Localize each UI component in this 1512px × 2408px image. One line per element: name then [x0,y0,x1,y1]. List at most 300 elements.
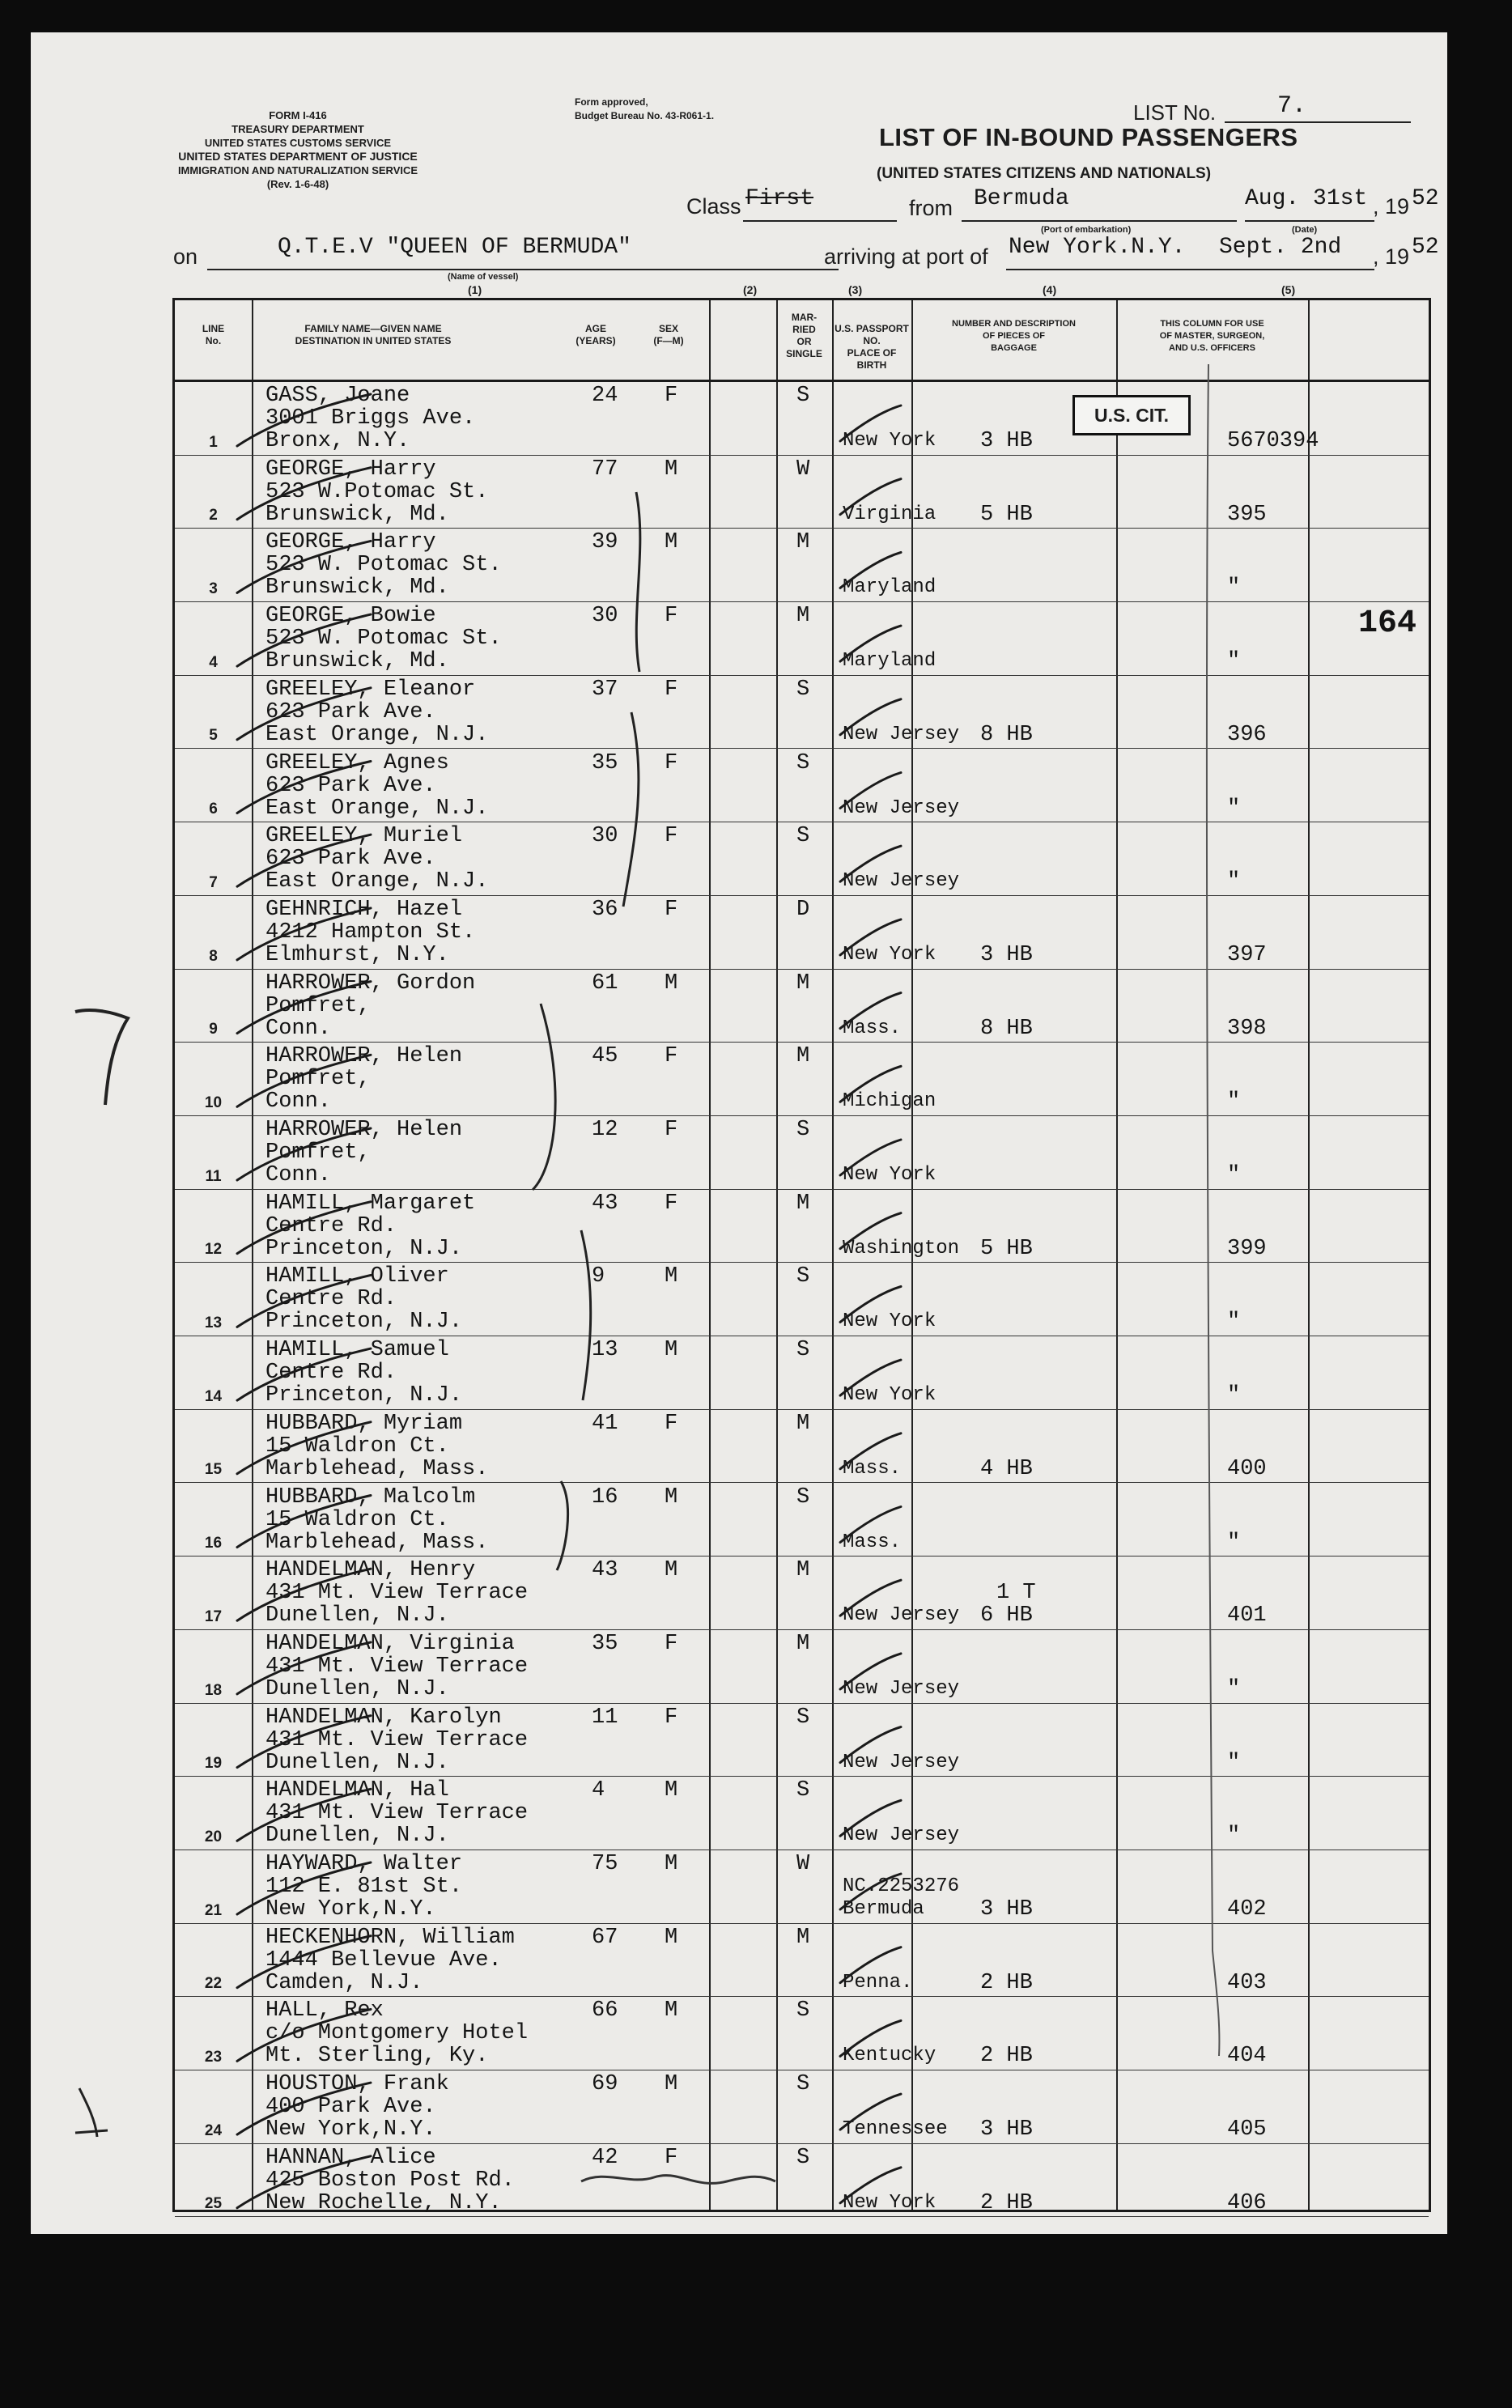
baggage-handbag: 3 HB [980,429,1033,453]
age: 43 [592,1558,618,1583]
table-row [175,970,1429,1043]
sex: M [665,1558,678,1583]
manifest-page [31,32,1447,2234]
officer-note: 396 [1227,722,1267,747]
line-number: 5 [209,727,218,745]
line-number: 4 [209,653,218,671]
place-of-birth: Mass. [843,1017,902,1039]
port-line [1006,269,1374,270]
sex: M [665,1484,678,1510]
place-of-birth: Bermuda [843,1898,924,1920]
approval-line-2: Budget Bureau No. 43-R061-1. [575,110,715,121]
address-street: Pomfret, [265,993,371,1018]
address-street: 431 Mt. View Terrace [265,1654,529,1679]
marital-status: S [796,1484,810,1510]
table-row [175,822,1429,896]
arriving-label: arriving at port of [824,244,988,269]
place-of-birth: New Jersey [843,870,960,893]
line-number: 10 [204,1094,223,1111]
column-number-2: (2) [743,283,758,296]
marital-status: S [796,1264,810,1289]
baggage-handbag: 3 HB [980,942,1033,967]
sex: F [665,824,678,849]
form-revision: (Rev. 1-6-48) [266,178,329,190]
from-label: from [909,196,953,220]
class-label: Class [686,194,741,219]
line-number: 23 [204,2049,223,2066]
marital-status: S [796,1338,810,1363]
arrival-date: Sept. 2nd [1219,235,1342,260]
baggage-handbag: 8 HB [980,722,1033,747]
baggage-handbag: 3 HB [980,1897,1033,1922]
address-street: 15 Waldron Ct. [265,1433,449,1459]
marital-status: M [796,1925,810,1950]
marital-status: S [796,750,810,775]
margin-scribble [75,2088,108,2137]
passenger-name: HOUSTON, Frank [265,2072,449,2097]
baggage-trunk: 1 T [996,1581,1036,1606]
sex: F [665,1044,678,1069]
line-number: 8 [209,947,218,965]
officer-note: 397 [1227,942,1267,967]
marital-status: D [796,897,810,922]
passenger-name: HANDELMAN, Henry [265,1558,476,1583]
line-number: 15 [204,1461,223,1479]
header-married: MAR- RIED OR SINGLE [786,312,822,359]
justice-dept: UNITED STATES DEPARTMENT OF JUSTICE [178,150,418,163]
address-street: 425 Boston Post Rd. [265,2168,515,2193]
place-of-birth: Maryland [843,576,937,599]
officer-note: " [1227,869,1241,894]
age: 36 [592,897,618,922]
line-number: 25 [204,2195,223,2213]
place-of-birth: Washington [843,1237,960,1259]
sex: F [665,1118,678,1142]
address-street: 112 E. 81st St. [265,1875,463,1899]
address-city: Brunswick, Md. [265,649,449,674]
place-of-birth: New Jersey [843,1604,960,1627]
address-city: Brunswick, Md. [265,575,449,601]
address-street: Centre Rd. [265,1287,397,1312]
table-row [175,1556,1429,1630]
officer-note: " [1227,1310,1241,1335]
arrival-year: 52 [1412,235,1439,260]
sex: F [665,384,678,408]
sex: F [665,1411,678,1436]
marital-status: M [796,1558,810,1583]
passenger-name: HARROWER, Gordon [265,970,476,996]
us-citizen-stamp: U.S. CIT. [1072,395,1191,435]
table-row [175,896,1429,970]
baggage-handbag: 3 HB [980,2117,1033,2143]
marital-status: W [796,1852,810,1876]
margin-seven [75,1010,128,1105]
passenger-name: HUBBARD, Myriam [265,1411,463,1436]
header-age: AGE (YEARS) [575,323,616,346]
age: 4 [592,1778,605,1803]
passenger-table [172,298,1431,2215]
address-street: 400 Park Ave. [265,2095,436,2120]
address-city: Princeton, N.J. [265,1310,463,1335]
sex: F [665,897,678,922]
marital-status: S [796,677,810,702]
sex: F [665,1631,678,1656]
address-city: Conn. [265,1163,332,1187]
marital-status: M [796,604,810,629]
line-number: 19 [204,1755,223,1773]
officer-note: " [1227,1530,1241,1555]
line-number: 22 [204,1975,223,1993]
marital-status: M [796,530,810,555]
address-city: New Rochelle, N.Y. [265,2190,502,2215]
place-of-birth: Michigan [843,1090,937,1113]
sex: M [665,970,678,996]
officer-note: 399 [1227,1236,1267,1261]
sex: M [665,457,678,482]
table-row [175,1484,1429,1557]
age: 66 [592,1998,618,2024]
form-title: LIST OF IN-BOUND PASSENGERS [879,123,1298,151]
table-row [175,456,1429,529]
marital-status: M [796,970,810,996]
place-of-birth: Virginia [843,503,937,525]
address-street: 15 Waldron Ct. [265,1507,449,1532]
officer-note: 398 [1227,1016,1267,1041]
marital-status: W [796,457,810,482]
sex: M [665,1852,678,1876]
passenger-name: HANDELMAN, Karolyn [265,1705,502,1730]
address-street: Centre Rd. [265,1361,397,1386]
marital-status: M [796,1631,810,1656]
line-number: 20 [204,1828,223,1845]
sex: M [665,1778,678,1803]
officer-note: 404 [1227,2044,1267,2069]
officer-note: 395 [1227,502,1267,527]
column-number-4: (4) [1043,283,1057,296]
place-of-birth: New Jersey [843,796,960,819]
table-row [175,750,1429,823]
treasury-dept: TREASURY DEPARTMENT [231,123,364,135]
date-year-prefix: , 19 [1373,194,1410,219]
officer-note: " [1227,1676,1241,1701]
address-street: Pomfret, [265,1067,371,1092]
officer-note: 5670394 [1227,429,1319,453]
passenger-name: HUBBARD, Malcolm [265,1484,476,1510]
line-number: 13 [204,1314,223,1332]
list-number-label: LIST No. [1133,100,1217,125]
table-row [175,1263,1429,1336]
arrival-year-prefix: , 19 [1373,244,1410,269]
marital-status: S [796,384,810,408]
age: 35 [592,1631,618,1656]
header-line-no: LINE No. [202,323,225,346]
line-number: 21 [204,1901,223,1919]
officer-note: " [1227,1163,1241,1187]
date-caption: (Date) [1292,225,1318,235]
passenger-name: HANDELMAN, Hal [265,1778,449,1803]
address-city: Marblehead, Mass. [265,1456,489,1481]
table-row [175,1043,1429,1116]
address-city: Camden, N.J. [265,1970,423,1995]
address-city: East Orange, N.J. [265,796,489,821]
table-row [175,1630,1429,1704]
officer-note: 405 [1227,2117,1267,2143]
officer-note: " [1227,1089,1241,1115]
age: 67 [592,1925,618,1950]
age: 61 [592,970,618,996]
age: 35 [592,750,618,775]
address-street: 4212 Hampton St. [265,919,476,945]
line-number: 14 [204,1387,223,1405]
officer-note: " [1227,1750,1241,1775]
line-number: 11 [205,1167,222,1185]
vessel-name: Q.T.E.V "QUEEN OF BERMUDA" [278,235,631,260]
table-row [175,382,1429,456]
form-subtitle: (UNITED STATES CITIZENS AND NATIONALS) [877,165,1212,182]
place-of-birth: Mass. [843,1531,902,1553]
address-street: 523 W. Potomac St. [265,626,502,652]
age: 12 [592,1118,618,1142]
officer-note: " [1227,796,1241,821]
sex: M [665,530,678,555]
passport-number: NC.2253276 [843,1875,960,1897]
address-street: 623 Park Ave. [265,699,436,724]
place-of-birth: New York [843,2191,937,2214]
vessel-line [207,269,839,270]
address-street: Centre Rd. [265,1213,397,1238]
baggage-handbag: 8 HB [980,1016,1033,1041]
address-city: New York,N.Y. [265,2117,436,2143]
form-header [168,108,427,191]
officer-note: 400 [1227,1456,1267,1481]
table-row [175,1116,1429,1190]
address-city: East Orange, N.J. [265,869,489,894]
baggage-handbag: 4 HB [980,1456,1033,1481]
line-number: 12 [204,1241,223,1259]
age: 24 [592,384,618,408]
arrival-port: New York.N.Y. [1009,235,1186,260]
line-number: 9 [209,1021,218,1038]
line-number: 24 [204,2121,223,2139]
address-city: Conn. [265,1016,332,1041]
address-street: 623 Park Ave. [265,847,436,872]
header-sex: SEX (F—M) [653,323,684,346]
table-row [175,1410,1429,1484]
officer-note: " [1227,575,1241,601]
passenger-name: GEORGE, Bowie [265,604,436,629]
form-approval [575,96,714,123]
table-row [175,1336,1429,1410]
table-row [175,1850,1429,1924]
sex: F [665,604,678,629]
marital-status: S [796,1778,810,1803]
line-number: 3 [209,580,218,598]
officer-note: 402 [1227,1897,1267,1922]
age: 43 [592,1191,618,1216]
passenger-name: HAMILL, Samuel [265,1338,449,1363]
sex: F [665,2145,678,2170]
marital-status: S [796,1118,810,1142]
age: 42 [592,2145,618,2170]
officer-note: " [1227,649,1241,674]
line-number: 7 [209,873,218,891]
passenger-name: HARROWER, Helen [265,1118,463,1142]
age: 75 [592,1852,618,1876]
line-number: 2 [209,507,218,524]
line-number: 16 [204,1535,223,1552]
passenger-name: GREELEY, Agnes [265,750,449,775]
passenger-name: HECKENHORN, William [265,1925,515,1950]
sex: F [665,1705,678,1730]
address-city: Brunswick, Md. [265,502,449,527]
address-street: 431 Mt. View Terrace [265,1727,529,1752]
passenger-name: HANDELMAN, Virginia [265,1631,515,1656]
embark-caption: (Port of embarkation) [1041,225,1132,235]
age: 11 [592,1705,618,1730]
address-street: Pomfret, [265,1140,371,1165]
vessel-caption: (Name of vessel) [448,272,519,282]
marital-status: S [796,2145,810,2170]
address-city: Dunellen, N.J. [265,1603,449,1629]
place-of-birth: New York [843,430,937,452]
passenger-name: HAMILL, Oliver [265,1264,449,1289]
table-row [175,2144,1429,2218]
marital-status: S [796,1705,810,1730]
class-value: First [745,186,814,211]
passenger-name: GEORGE, Harry [265,457,436,482]
place-of-birth: Penna. [843,1971,913,1994]
table-row [175,602,1429,676]
passenger-name: HANNAN, Alice [265,2145,436,2170]
address-city: Conn. [265,1089,332,1115]
place-of-birth: Kentucky [843,2045,937,2067]
place-of-birth: Tennessee [843,2118,948,2141]
age: 45 [592,1044,618,1069]
place-of-birth: Maryland [843,650,937,673]
place-of-birth: New York [843,943,937,966]
marital-status: M [796,1044,810,1069]
customs-service: UNITED STATES CUSTOMS SERVICE [204,137,392,149]
age: 9 [592,1264,605,1289]
officer-note: 401 [1227,1603,1267,1629]
officer-note: " [1227,1383,1241,1408]
form-number: FORM I-416 [269,109,327,121]
address-city: Bronx, N.Y. [265,429,410,453]
address-city: Dunellen, N.J. [265,1750,449,1775]
address-street: 431 Mt. View Terrace [265,1581,529,1606]
age: 30 [592,824,618,849]
table-row [175,1704,1429,1777]
ins-service: IMMIGRATION AND NATURALIZATION SERVICE [177,164,418,176]
address-street: 3001 Briggs Ave. [265,406,476,431]
passenger-name: HAMILL, Margaret [265,1191,476,1216]
sex: M [665,2072,678,2097]
age: 30 [592,604,618,629]
approval-line-1: Form approved, [575,96,648,108]
table-row [175,1190,1429,1263]
passenger-name: GASS, Joane [265,384,410,408]
address-city: Dunellen, N.J. [265,1676,449,1701]
sex: M [665,1925,678,1950]
address-street: 1444 Bellevue Ave. [265,1947,502,1973]
address-city: Marblehead, Mass. [265,1530,489,1555]
age: 41 [592,1411,618,1436]
passenger-name: GREELEY, Muriel [265,824,463,849]
address-city: Princeton, N.J. [265,1383,463,1408]
on-label: on [173,244,198,269]
marital-status: S [796,824,810,849]
address-street: 431 Mt. View Terrace [265,1801,529,1826]
baggage-handbag: 6 HB [980,1603,1033,1629]
place-of-birth: New York [843,1310,937,1333]
age: 69 [592,2072,618,2097]
table-row [175,1777,1429,1850]
margin-number: 164 [1358,605,1417,642]
sex: F [665,1191,678,1216]
officer-note: 403 [1227,1970,1267,1995]
place-of-birth: New Jersey [843,723,960,745]
address-city: Princeton, N.J. [265,1236,463,1261]
baggage-handbag: 5 HB [980,1236,1033,1261]
table-row [175,2070,1429,2144]
passenger-name: GREELEY, Eleanor [265,677,476,702]
place-of-birth: New York [843,1384,937,1407]
header-baggage: NUMBER AND DESCRIPTION OF PIECES OF BAGGAGE [952,319,1076,353]
address-street: 523 W.Potomac St. [265,479,489,504]
baggage-handbag: 5 HB [980,502,1033,527]
baggage-handbag: 2 HB [980,2190,1033,2215]
from-line [962,220,1237,222]
table-row [175,1997,1429,2070]
age: 37 [592,677,618,702]
line-number: 1 [209,433,218,451]
passenger-name: HALL, Rex [265,1998,384,2024]
table-row [175,1924,1429,1998]
place-of-birth: New Jersey [843,1824,960,1847]
column-number-3: (3) [848,283,863,296]
address-city: New York,N.Y. [265,1897,436,1922]
table-row [175,529,1429,602]
age: 77 [592,457,618,482]
date-year: 52 [1412,186,1439,211]
marital-status: M [796,1411,810,1436]
list-number: 7. [1277,92,1307,120]
sex: M [665,1338,678,1363]
passenger-name: GEHNRICH, Hazel [265,897,463,922]
header-name: FAMILY NAME—GIVEN NAME DESTINATION IN UNITED STATES [295,323,452,346]
address-street: c/o Montgomery Hotel [265,2021,529,2046]
age: 16 [592,1484,618,1510]
place-of-birth: Mass. [843,1457,902,1480]
age: 13 [592,1338,618,1363]
passenger-name: HARROWER, Helen [265,1044,463,1069]
address-city: East Orange, N.J. [265,722,489,747]
place-of-birth: New Jersey [843,1751,960,1773]
marital-status: S [796,2072,810,2097]
address-street: 623 Park Ave. [265,773,436,798]
place-of-birth: New Jersey [843,1677,960,1700]
sex: F [665,677,678,702]
address-street: 523 W. Potomac St. [265,553,502,578]
table-row [175,676,1429,750]
line-number: 6 [209,801,218,818]
sex: F [665,750,678,775]
officer-note: 406 [1227,2190,1267,2215]
passenger-name: HAYWARD, Walter [265,1852,463,1876]
officer-note: " [1227,1824,1241,1849]
address-city: Dunellen, N.J. [265,1824,449,1849]
age: 39 [592,530,618,555]
